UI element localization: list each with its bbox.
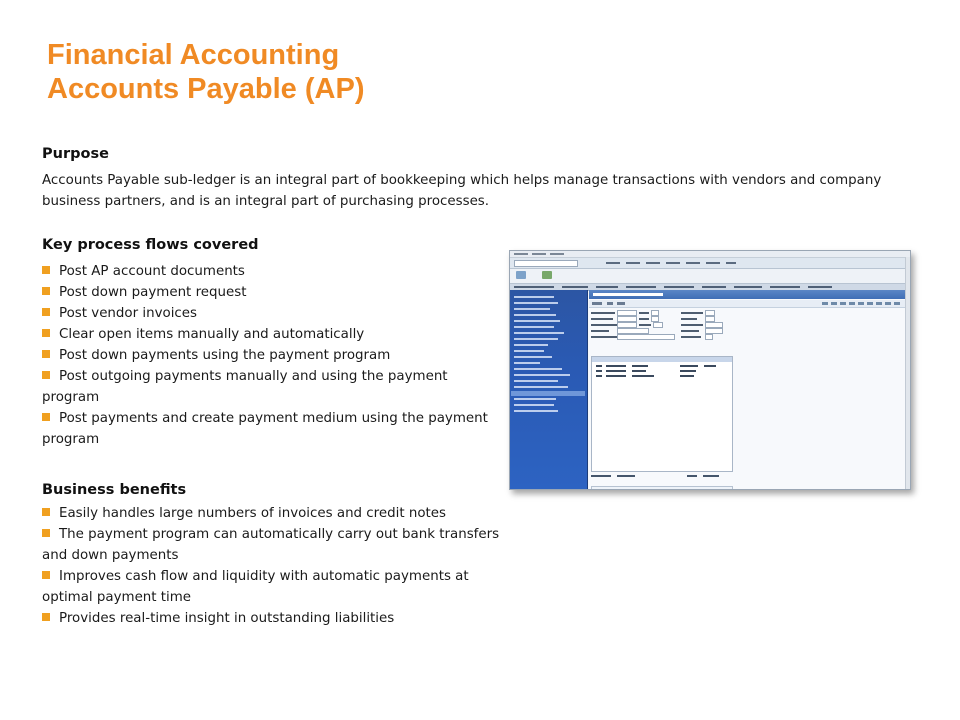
bullet-square-icon (42, 287, 50, 295)
title-line-2: Accounts Payable (AP) (47, 73, 365, 105)
purpose-text: Accounts Payable sub-ledger is an integral part of bookkeeping which helps manage transactions with vendors and company business partners, and is an integral part of purchasing processes. (42, 173, 882, 209)
sap-screenshot (509, 250, 911, 490)
screenshot-items-table (591, 356, 733, 472)
screenshot-navigation-panel (510, 290, 588, 489)
purpose-heading: Purpose (42, 146, 109, 162)
flow-item: Post AP account documents (42, 261, 504, 282)
flow-item: Post vendor invoices (42, 303, 504, 324)
flow-item: Post payments and create payment medium using the payment program (42, 411, 488, 447)
flow-item: Post down payments using the payment program (42, 345, 504, 366)
benefit-item: Improves cash flow and liquidity with automatic payments at optimal payment time (42, 569, 469, 605)
screenshot-ribbon (510, 269, 910, 284)
bullet-square-icon (42, 413, 50, 421)
screenshot-command-field (514, 260, 578, 267)
benefits-heading: Business benefits (42, 482, 187, 498)
bullet-square-icon (42, 613, 50, 621)
bullet-square-icon (42, 371, 50, 379)
screenshot-selection-box (591, 486, 733, 490)
benefit-item: Provides real-time insight in outstanding liabilities (42, 608, 504, 629)
bullet-square-icon (42, 329, 50, 337)
screenshot-header-form (591, 310, 731, 354)
page-title (47, 38, 364, 106)
benefit-item: The payment program can automatically carry out bank transfers and down payments (42, 527, 500, 563)
bullet-square-icon (42, 508, 50, 516)
bullet-square-icon (42, 350, 50, 358)
bullet-square-icon (42, 571, 50, 579)
flow-item: Post down payment request (42, 282, 504, 303)
bullet-square-icon (42, 529, 50, 537)
benefits-list (42, 503, 504, 629)
screenshot-scrollbar (905, 257, 910, 489)
screenshot-screen-title (589, 290, 910, 299)
screenshot-totals (591, 473, 731, 483)
benefit-item: Easily handles large numbers of invoices and credit notes (42, 503, 504, 524)
screenshot-breadcrumb (606, 262, 736, 264)
screenshot-menu-bar (510, 251, 910, 258)
flow-item: Clear open items manually and automatically (42, 324, 504, 345)
screenshot-ribbon-icon (516, 271, 526, 279)
bullet-square-icon (42, 308, 50, 316)
title-line-1: Financial Accounting (47, 39, 340, 71)
flow-item: Post outgoing payments manually and using the payment program (42, 369, 448, 405)
screenshot-main-area (589, 290, 910, 489)
bullet-square-icon (42, 266, 50, 274)
screenshot-toolbar (510, 258, 910, 269)
screenshot-ribbon-icon (542, 271, 552, 279)
flows-list (42, 261, 504, 450)
flows-heading: Key process flows covered (42, 237, 259, 253)
